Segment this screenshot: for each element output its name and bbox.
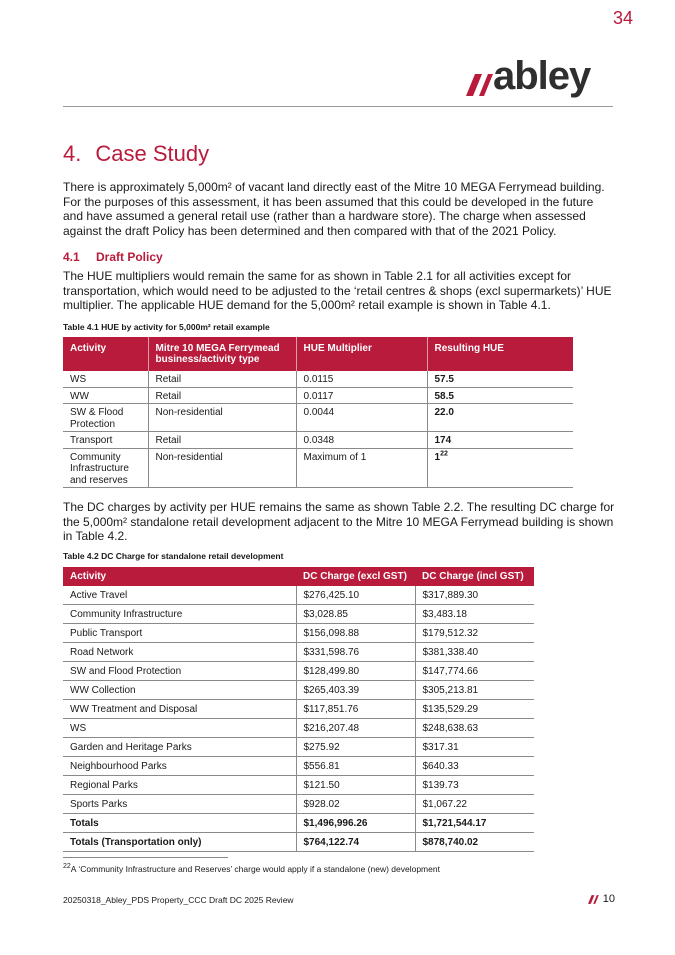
totals-row — [63, 814, 534, 833]
table-cell: $764,122.74 — [296, 833, 415, 852]
table-cell: Community Infrastructure and reserves — [63, 448, 148, 488]
table-cell: $928.02 — [296, 795, 415, 814]
header-rule — [63, 106, 613, 107]
table-cell: $248,638.63 — [415, 719, 534, 738]
table-row — [63, 738, 534, 757]
table-header-row — [63, 567, 534, 586]
table-cell: 0.0348 — [296, 432, 427, 449]
table-row — [63, 432, 573, 449]
table-row — [63, 448, 573, 488]
footnote-text: A ‘Community Infrastructure and Reserves’ charge would apply if a standalone (new) development — [70, 864, 440, 874]
footnote — [63, 864, 440, 874]
table-cell: 0.0115 — [296, 371, 427, 387]
table-cell: $556.81 — [296, 757, 415, 776]
table-cell: Transport — [63, 432, 148, 449]
logo-text: abley — [493, 54, 591, 98]
table-row — [63, 387, 573, 404]
table-cell: Sports Parks — [63, 795, 296, 814]
subsection-title: Draft Policy — [96, 250, 163, 264]
table-cell: $156,098.88 — [296, 624, 415, 643]
table-cell: Retail — [148, 387, 296, 404]
footnote-rule — [63, 857, 228, 858]
footnote-ref[interactable]: 22 — [440, 450, 448, 458]
table-row — [63, 371, 573, 387]
hue-paragraph: The HUE multipliers would remain the same for as shown in Table 2.1 for all activities except for transportation, which would need to be adjusted to the ‘retail centres & shops (excl supermarkets)’ HUE multiplier. The applicable HUE demand for the 5,000m² retail example is shown in Table 4.1. — [63, 269, 612, 313]
table-cell: Garden and Heritage Parks — [63, 738, 296, 757]
table-cell: $128,499.80 — [296, 662, 415, 681]
table-cell: SW & Flood Protection — [63, 404, 148, 432]
page-number: 34 — [612, 8, 633, 28]
hue-table — [63, 337, 573, 488]
table-cell: Neighbourhood Parks — [63, 757, 296, 776]
section-number: 4. — [63, 141, 82, 166]
table-cell: $275.92 — [296, 738, 415, 757]
table-cell: 174 — [427, 432, 573, 449]
column-header: DC Charge (excl GST) — [296, 567, 415, 586]
table-cell: $1,721,544.17 — [415, 814, 534, 833]
section-title: Case Study — [95, 141, 210, 166]
table-cell: Active Travel — [63, 586, 296, 605]
cell-value: 1 — [434, 451, 441, 463]
table-header-row — [63, 337, 573, 371]
table-cell: $1,496,996.26 — [296, 814, 415, 833]
table-row — [63, 719, 534, 738]
footer-page — [588, 893, 615, 905]
column-header: HUE Multiplier — [296, 337, 427, 371]
abley-mark-icon — [588, 895, 600, 904]
table-cell: $878,740.02 — [415, 833, 534, 852]
table-cell: 0.0044 — [296, 404, 427, 432]
table-row — [63, 643, 534, 662]
table-row — [63, 681, 534, 700]
table-cell: 22.0 — [427, 404, 573, 432]
table-cell: Non-residential — [148, 448, 296, 488]
totals-row — [63, 833, 534, 852]
table-cell: 57.5 — [427, 371, 573, 387]
table1-caption: Table 4.1 HUE by activity for 5,000m² retail example — [63, 322, 270, 332]
table-cell: 0.0117 — [296, 387, 427, 404]
dc-charge-table — [63, 567, 534, 852]
table-cell: $640.33 — [415, 757, 534, 776]
table-row — [63, 700, 534, 719]
table-row — [63, 624, 534, 643]
table-cell: $147,774.66 — [415, 662, 534, 681]
table-cell: $121.50 — [296, 776, 415, 795]
table-row — [63, 757, 534, 776]
table-cell: WS — [63, 719, 296, 738]
table-cell: $305,213.81 — [415, 681, 534, 700]
abley-logo — [466, 54, 611, 102]
column-header: Activity — [63, 337, 148, 371]
table-cell: Community Infrastructure — [63, 605, 296, 624]
column-header: Mitre 10 MEGA Ferrymead business/activity type — [148, 337, 296, 371]
table-cell: $265,403.39 — [296, 681, 415, 700]
table-cell: WW Collection — [63, 681, 296, 700]
subsection-heading — [63, 250, 163, 264]
intro-paragraph: There is approximately 5,000m² of vacant land directly east of the Mitre 10 MEGA Ferrymead building. For the purposes of this assessment, it has been assumed that this could be developed in the future and have assumed a general retail use (rather than a hardware store). The charge when assessed against the draft Policy has been determined and then compared with that of the 2021 Policy. — [63, 180, 605, 239]
table-cell: Totals (Transportation only) — [63, 833, 296, 852]
table-cell: $3,483.18 — [415, 605, 534, 624]
table-cell: $216,207.48 — [296, 719, 415, 738]
table-cell: Totals — [63, 814, 296, 833]
table-cell: $317.31 — [415, 738, 534, 757]
table-cell: $1,067.22 — [415, 795, 534, 814]
table-cell: $117,851.76 — [296, 700, 415, 719]
table-cell: $139.73 — [415, 776, 534, 795]
table-cell: $179,512.32 — [415, 624, 534, 643]
table-cell: WW Treatment and Disposal — [63, 700, 296, 719]
footnote-marker: 22 — [63, 863, 71, 871]
table-row — [63, 776, 534, 795]
table-row — [63, 586, 534, 605]
table-cell: $317,889.30 — [415, 586, 534, 605]
table-row — [63, 795, 534, 814]
footer-page-number: 10 — [602, 893, 615, 905]
column-header: DC Charge (incl GST) — [415, 567, 534, 586]
table-cell: Public Transport — [63, 624, 296, 643]
footer-document-ref: 20250318_Abley_PDS Property_CCC Draft DC 2025 Review — [63, 895, 294, 905]
table-cell: Non-residential — [148, 404, 296, 432]
table-row — [63, 605, 534, 624]
table-cell: $381,338.40 — [415, 643, 534, 662]
table-cell: Regional Parks — [63, 776, 296, 795]
dc-paragraph: The DC charges by activity per HUE remains the same as shown Table 2.2. The resulting DC charge for the 5,000m² standalone retail development adjacent to the Mitre 10 MEGA Ferrymead building is shown in Table 4.2. — [63, 500, 615, 544]
table-cell: $331,598.76 — [296, 643, 415, 662]
table2-caption: Table 4.2 DC Charge for standalone retail development — [63, 551, 284, 561]
column-header: Activity — [63, 567, 296, 586]
table-cell: 58.5 — [427, 387, 573, 404]
table-cell: $276,425.10 — [296, 586, 415, 605]
table-cell: WS — [63, 371, 148, 387]
table-cell: Retail — [148, 371, 296, 387]
table-cell: Road Network — [63, 643, 296, 662]
subsection-number: 4.1 — [63, 250, 80, 264]
table-cell: WW — [63, 387, 148, 404]
table-row — [63, 404, 573, 432]
table-cell: SW and Flood Protection — [63, 662, 296, 681]
table-cell: Retail — [148, 432, 296, 449]
table-cell: Maximum of 1 — [296, 448, 427, 488]
column-header: Resulting HUE — [427, 337, 573, 371]
table-cell: $3,028.85 — [296, 605, 415, 624]
table-row — [63, 662, 534, 681]
abley-mark-icon — [466, 74, 496, 96]
table-cell — [427, 448, 573, 488]
table-cell: $135,529.29 — [415, 700, 534, 719]
section-heading — [63, 141, 209, 167]
